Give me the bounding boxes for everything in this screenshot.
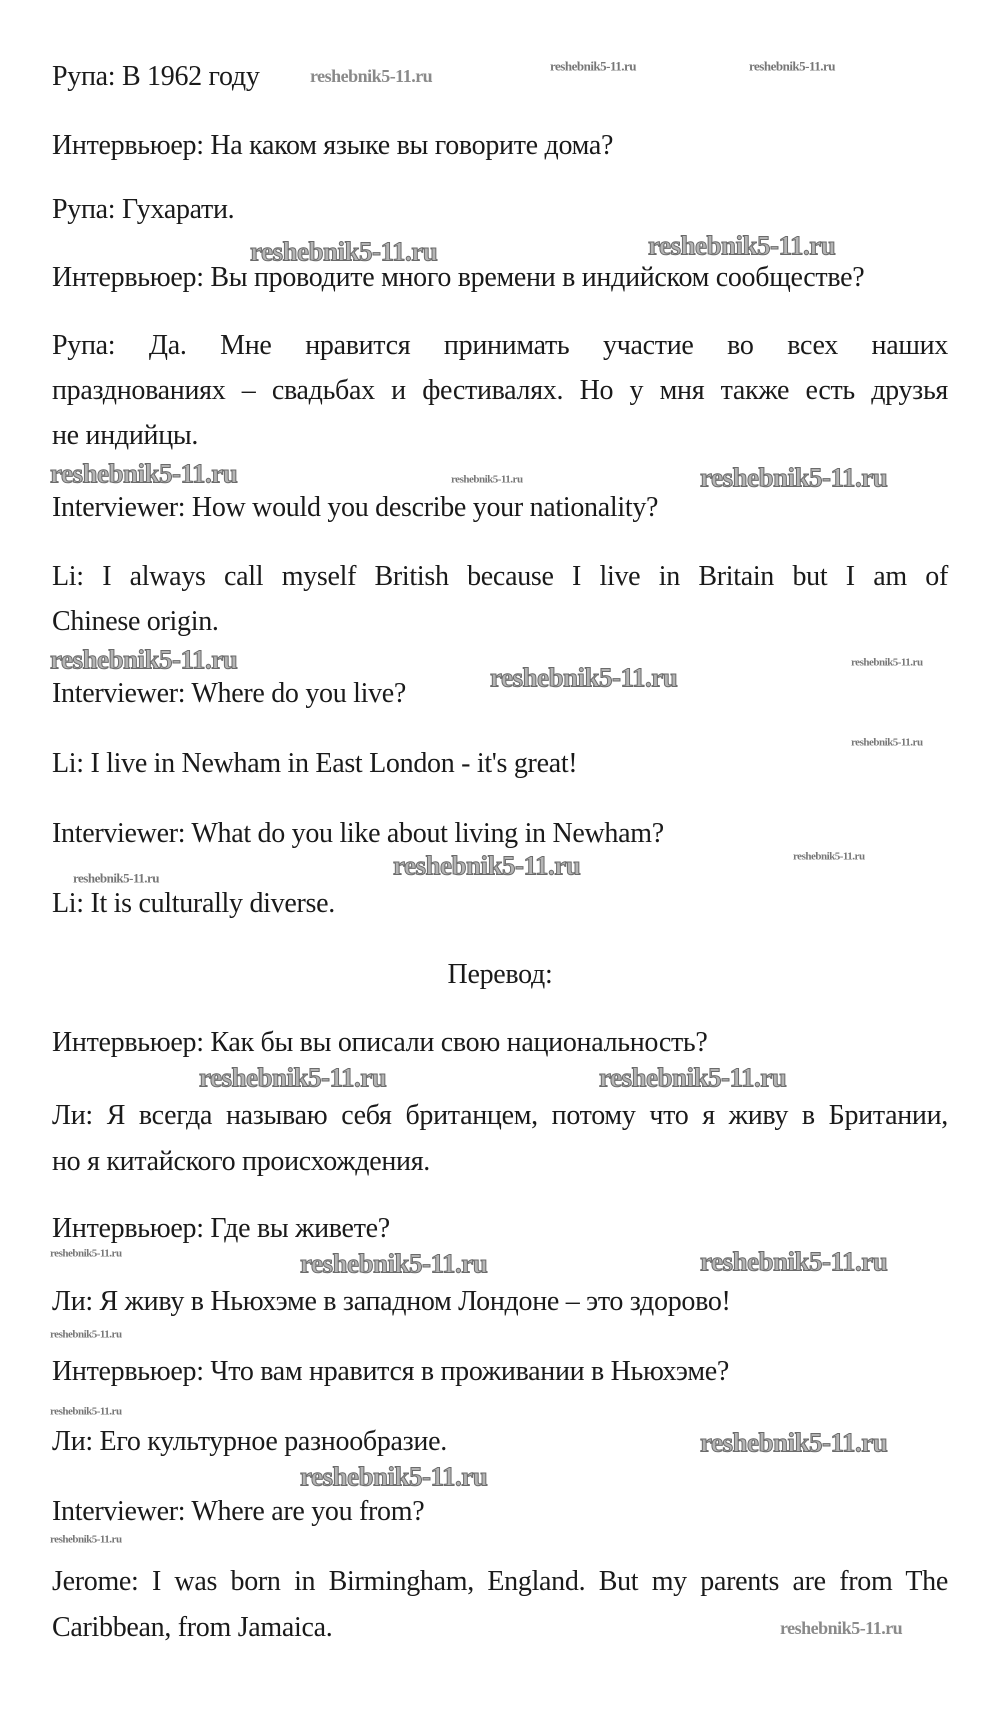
watermark: reshebnik5-11.ru [451,473,523,486]
text-line: Chinese origin. [52,606,219,637]
watermark: reshebnik5-11.ru [749,58,836,74]
text-line: Li: I always call myself British because I live in Britain but I am of [52,561,948,592]
watermark: reshebnik5-11.ru [393,850,581,881]
text-line: но я китайского происхождения. [52,1146,430,1177]
text-line: Ли: Я всегда называю себя британцем, потому что я живу в Британии, [52,1100,948,1131]
text-line: Interviewer: Where are you from? [52,1496,425,1527]
watermark: reshebnik5-11.ru [851,656,923,669]
watermark: reshebnik5-11.ru [700,1246,888,1277]
section-heading: Перевод: [447,959,553,990]
watermark: reshebnik5-11.ru [648,230,836,261]
text-line: Ли: Я живу в Ньюхэме в западном Лондоне – это здорово! [52,1286,731,1317]
text-line: Jerome: I was born in Birmingham, England. But my parents are from The [52,1566,948,1597]
watermark: reshebnik5-11.ru [50,1247,122,1260]
text-line: Интервьюер: Как бы вы описали свою национальность? [52,1027,708,1058]
watermark: reshebnik5-11.ru [793,850,865,863]
watermark: reshebnik5-11.ru [50,1533,122,1546]
watermark: reshebnik5-11.ru [50,1405,122,1418]
watermark: reshebnik5-11.ru [300,1248,488,1279]
text-line: Интервьюер: Вы проводите много времени в индийском сообществе? [52,262,865,293]
watermark: reshebnik5-11.ru [50,1328,122,1341]
watermark: reshebnik5-11.ru [700,1427,888,1458]
watermark: reshebnik5-11.ru [780,1618,903,1638]
text-line: Интервьюер: Где вы живете? [52,1213,390,1244]
watermark: reshebnik5-11.ru [700,462,888,493]
watermark: reshebnik5-11.ru [50,644,238,675]
watermark: reshebnik5-11.ru [851,736,923,749]
watermark: reshebnik5-11.ru [300,1461,488,1492]
text-line: Caribbean, from Jamaica. [52,1612,333,1643]
text-line: Li: I live in Newham in East London - it's great! [52,748,578,779]
text-line: Interviewer: What do you like about living in Newham? [52,818,664,849]
text-line: Interviewer: Where do you live? [52,678,407,709]
watermark: reshebnik5-11.ru [199,1062,387,1093]
text-line: Ли: Его культурное разнообразие. [52,1426,447,1457]
watermark: reshebnik5-11.ru [310,66,433,86]
watermark: reshebnik5-11.ru [50,458,238,489]
text-line: Рупа: Гухарати. [52,194,235,225]
text-line: Интервьюер: Что вам нравится в проживании в Ньюхэме? [52,1356,730,1387]
watermark: reshebnik5-11.ru [599,1062,787,1093]
text-line: Рупа: В 1962 году [52,61,260,92]
text-line: празднованиях – свадьбах и фестивалях. Но у мня также есть друзья [52,375,948,406]
text-line: не индийцы. [52,420,199,451]
watermark: reshebnik5-11.ru [73,870,160,886]
text-line: Рупа: Да. Мне нравится принимать участие во всех наших [52,330,948,361]
text-line: Li: It is culturally diverse. [52,888,335,919]
text-line: Interviewer: How would you describe your nationality? [52,492,659,523]
watermark: reshebnik5-11.ru [490,662,678,693]
text-line: Интервьюер: На каком языке вы говорите дома? [52,130,614,161]
watermark: reshebnik5-11.ru [250,236,438,267]
watermark: reshebnik5-11.ru [550,58,637,74]
